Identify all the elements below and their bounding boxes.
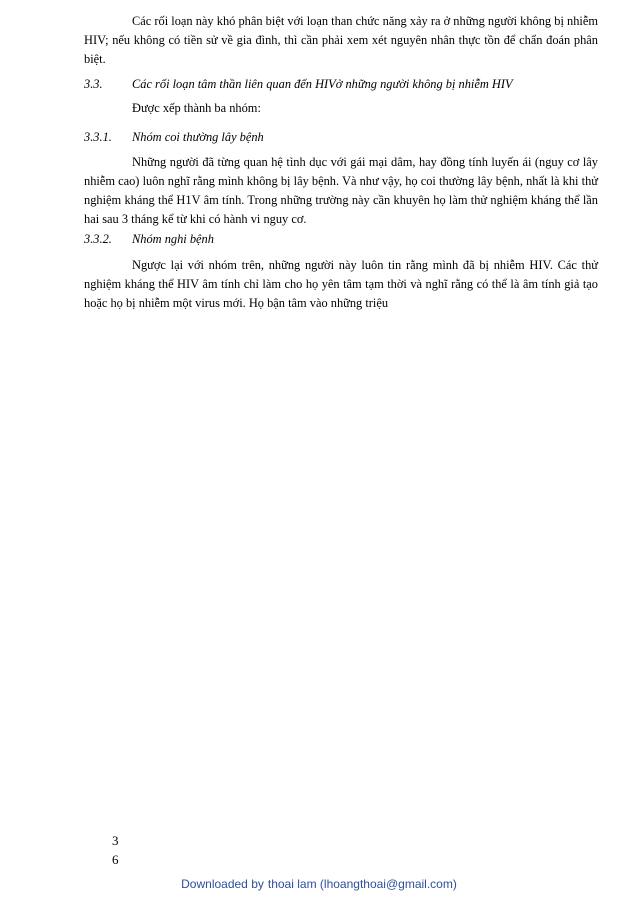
page-number xyxy=(112,831,132,869)
section-number: 3.3. xyxy=(84,77,103,91)
footer-email: (lhoangthoai@gmail.com) xyxy=(319,877,457,891)
section-3-3-1-body: Những người đã từng quan hệ tình dục với gái mại dâm, hay đồng tính luyến ái (nguy cơ lây nhiễm cao) luôn nghĩ rằng mình không bị lây bệnh. Và như vậy, họ coi thường lây bệnh, nhất là khi thử nghiệm kháng thể H1V âm tính. Trong những trường này cần khuyên họ làm thử nghiệm kháng thể lần hai sau 3 tháng kể từ khi có hành vi nguy cơ. xyxy=(84,155,598,226)
section-title: Các rối loạn tâm thần liên quan đến HIVở những người không bị nhiễm HIV xyxy=(132,77,513,91)
section-heading-3-3-1 xyxy=(84,128,264,147)
section-3-3-intro: Được xếp thành ba nhóm: xyxy=(132,101,261,115)
section-number: 3.3.1. xyxy=(84,130,112,144)
paragraph-intro: Các rối loạn này khó phân biệt với loạn than chức năng xảy ra ở những người không bị nhiễm HIV; nếu không có tiền sử về gia đình, thì cần phải xem xét nguyên nhân thực tồn để chẩn đoán phân biệt. xyxy=(84,14,598,66)
page-number-line-1: 3 xyxy=(112,833,119,848)
footer-user-name: thoai lam xyxy=(267,877,317,891)
section-3-3-2-body: Ngược lại với nhóm trên, những người này luôn tin rằng mình đã bị nhiễm HIV. Các thử nghiệm kháng thể HIV âm tính chỉ làm cho họ yên tâm tạm thời và nghĩ rằng có thể là âm tính giả tạo hoặc họ bị nhiễm một virus mới. Họ bận tâm vào những triệu xyxy=(84,258,598,310)
download-footer xyxy=(0,877,638,891)
section-title: Nhóm coi thường lây bệnh xyxy=(132,130,264,144)
section-heading-3-3 xyxy=(84,75,513,94)
section-title: Nhóm nghi bệnh xyxy=(132,232,214,246)
section-number: 3.3.2. xyxy=(84,232,112,246)
section-heading-3-3-2 xyxy=(84,230,214,249)
footer-prefix: Downloaded by xyxy=(181,877,264,891)
page-number-line-2: 6 xyxy=(112,852,119,867)
